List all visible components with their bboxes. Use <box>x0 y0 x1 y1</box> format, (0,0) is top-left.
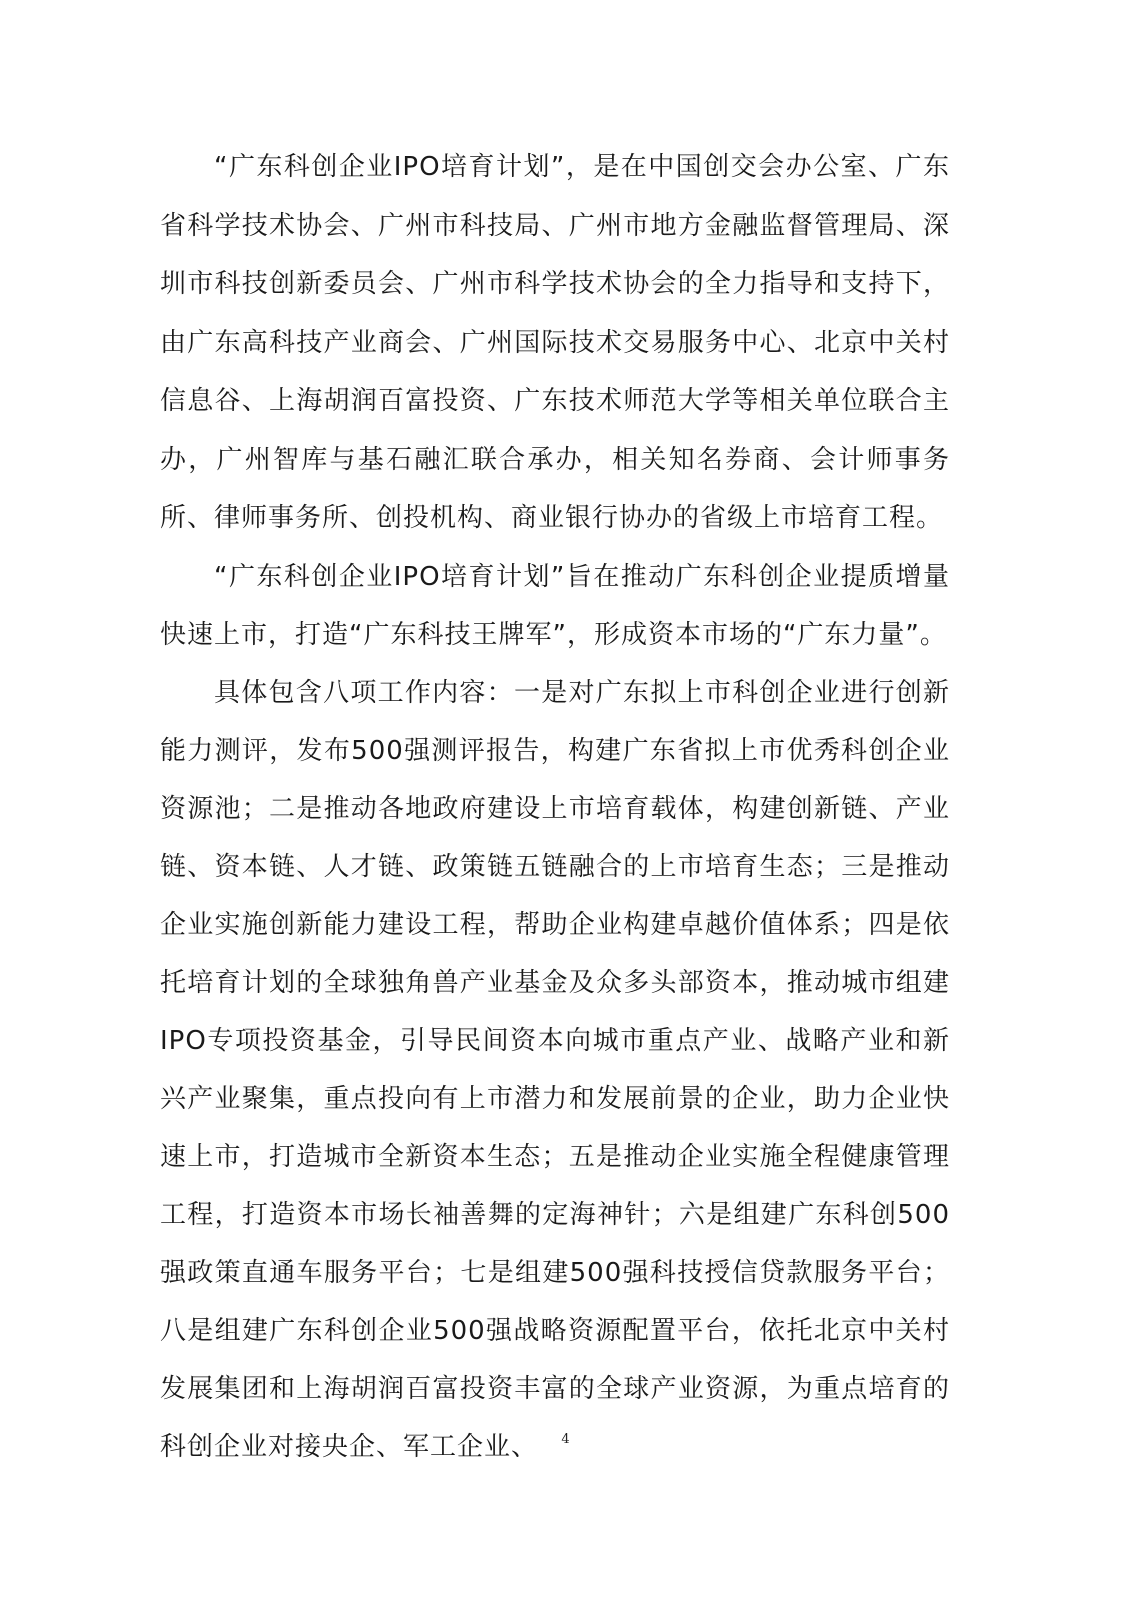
body-text <box>160 138 950 1476</box>
paragraph-work-content: 具体包含八项工作内容：一是对广东拟上市科创企业进行创新能力测评，发布500强测评报告，构建广东省拟上市优秀科创企业资源池；二是推动各地政府建设上市培育载体，构建创新链、产业链、资本链、人才链、政策链五链融合的上市培育生态；三是推动企业实施创新能力建设工程，帮助企业构建卓越价值体系；四是依托培育计划的全球独角兽产业基金及众多头部资本，推动城市组建IPO专项投资基金，引导民间资本向城市重点产业、战略产业和新兴产业聚集，重点投向有上市潜力和发展前景的企业，助力企业快速上市，打造城市全新资本生态；五是推动企业实施全程健康管理工程，打造资本市场长袖善舞的定海神针；六是组建广东科创500强政策直通车服务平台；七是组建500强科技授信贷款服务平台；八是组建广东科创企业500强战略资源配置平台，依托北京中关村发展集团和上海胡润百富投资丰富的全球产业资源，为重点培育的科创企业对接央企、军工企业、 <box>160 677 950 1462</box>
paragraph-program-intro: “广东科创企业IPO培育计划”，是在中国创交会办公室、广东省科学技术协会、广州市科技局、广州市地方金融监督管理局、深圳市科技创新委员会、广州市科学技术协会的全力指导和支持下，由广东高科技产业商会、广州国际技术交易服务中心、北京中关村信息谷、上海胡润百富投资、广东技术师范大学等相关单位联合主办，广州智库与基石融汇联合承办，相关知名券商、会计师事务所、律师事务所、创投机构、商业银行协办的省级上市培育工程。 <box>160 152 950 533</box>
paragraph-program-goal: “广东科创企业IPO培育计划”旨在推动广东科创企业提质增量快速上市，打造“广东科技王牌军”，形成资本市场的“广东力量”。 <box>160 561 950 650</box>
page-number: 4 <box>561 1432 570 1447</box>
